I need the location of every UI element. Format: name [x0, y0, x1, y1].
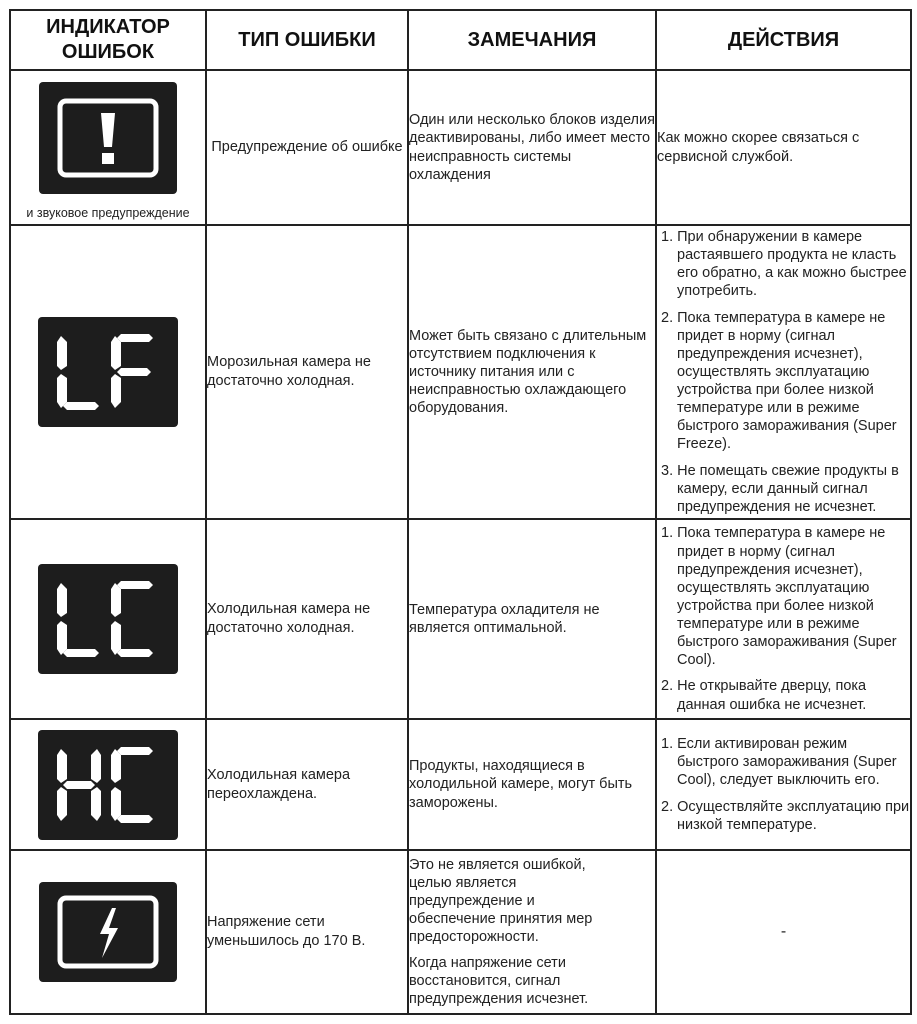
error-type: Предупреждение об ошибке: [206, 70, 408, 225]
exclamation-warning-icon: [56, 97, 160, 179]
error-notes: Температура охладителя не является оптимальной.: [408, 519, 656, 719]
error-indicator-table: [9, 9, 912, 1015]
display-panel: [38, 564, 178, 674]
table-row: [10, 70, 911, 225]
action-item: 2. Не открывайте дверцу, пока данная ошибка не исчезнет.: [661, 678, 867, 713]
action-item: 2. Осуществляйте эксплуатацию при низкой температуре.: [661, 798, 910, 833]
error-actions: [656, 70, 911, 225]
hc-segment-display-icon: [53, 745, 163, 825]
table-row: [10, 719, 911, 850]
action-item: 3. Не помещать свежие продукты в камеру, если данный сигнал предупреждения не исчезнет.: [661, 462, 899, 515]
lf-segment-display-icon: [53, 332, 163, 412]
lightning-voltage-icon: [56, 894, 160, 970]
action-item: 2. Пока температура в камере не придет в норму (сигнал предупреждения исчезнет), осуществлять эксплуатацию устройства при более низкой температуре или в режиме быстрого замораживания (Super Freeze).: [661, 309, 897, 453]
lc-segment-display-icon: [53, 579, 163, 659]
error-notes: Продукты, находящиеся в холодильной камере, могут быть заморожены.: [408, 719, 656, 850]
error-notes: [408, 850, 656, 1014]
error-notes: Один или несколько блоков изделия деактивированы, либо имеет место неисправность системы охлаждения: [408, 70, 656, 225]
action-item: 1. Если активирован режим быстрого замораживания (Super Cool), следует выключить его.: [661, 736, 897, 789]
header-type: ТИП ОШИБКИ: [206, 10, 408, 70]
indicator-cell: [10, 719, 206, 850]
display-panel: [39, 882, 177, 982]
display-panel: [38, 317, 178, 427]
action-item: 1. Пока температура в камере не придет в норму (сигнал предупреждения исчезнет), осуществлять эксплуатацию устройства при более низкой температуре или в режиме быстрого замораживания (Super Cool).: [661, 525, 897, 669]
header-indicator: ИНДИКАТОР ОШИБОК: [10, 10, 206, 70]
indicator-cell: [10, 850, 206, 1014]
error-actions: [656, 519, 911, 719]
error-type: Холодильная камера переохлаждена.: [206, 719, 408, 850]
display-panel: [39, 82, 177, 194]
error-actions: [656, 225, 911, 519]
error-actions: -: [656, 850, 911, 1014]
action-item: 1. При обнаружении в камере растаявшего продукта не класть его обратно, а как можно быстрее употребить.: [661, 229, 907, 300]
indicator-caption: и звуковое предупреждение: [26, 205, 190, 220]
note-paragraph: Это не является ошибкой, целью является предупреждение и обеспечение принятия мер предосторожности.: [409, 856, 593, 945]
header-row: [10, 10, 911, 70]
error-type: Морозильная камера не достаточно холодная.: [206, 225, 408, 519]
table-row: [10, 850, 911, 1014]
error-type: Напряжение сети уменьшилось до 170 В.: [206, 850, 408, 1014]
note-paragraph: Когда напряжение сети восстановится, сигнал предупреждения исчезнет.: [409, 955, 589, 1008]
action-item: Как можно скорее связаться с сервисной службой.: [657, 130, 860, 165]
table-row: [10, 519, 911, 719]
header-actions: ДЕЙСТВИЯ: [656, 10, 911, 70]
error-type: Холодильная камера не достаточно холодная.: [206, 519, 408, 719]
header-notes: ЗАМЕЧАНИЯ: [408, 10, 656, 70]
display-panel: [38, 730, 178, 840]
indicator-cell: [10, 225, 206, 519]
error-actions: [656, 719, 911, 850]
table-row: [10, 225, 911, 519]
indicator-cell: [10, 70, 206, 225]
error-notes: Может быть связано с длительным отсутствием подключения к источнику питания или с неисправностью охлаждающего оборудования.: [408, 225, 656, 519]
indicator-cell: [10, 519, 206, 719]
